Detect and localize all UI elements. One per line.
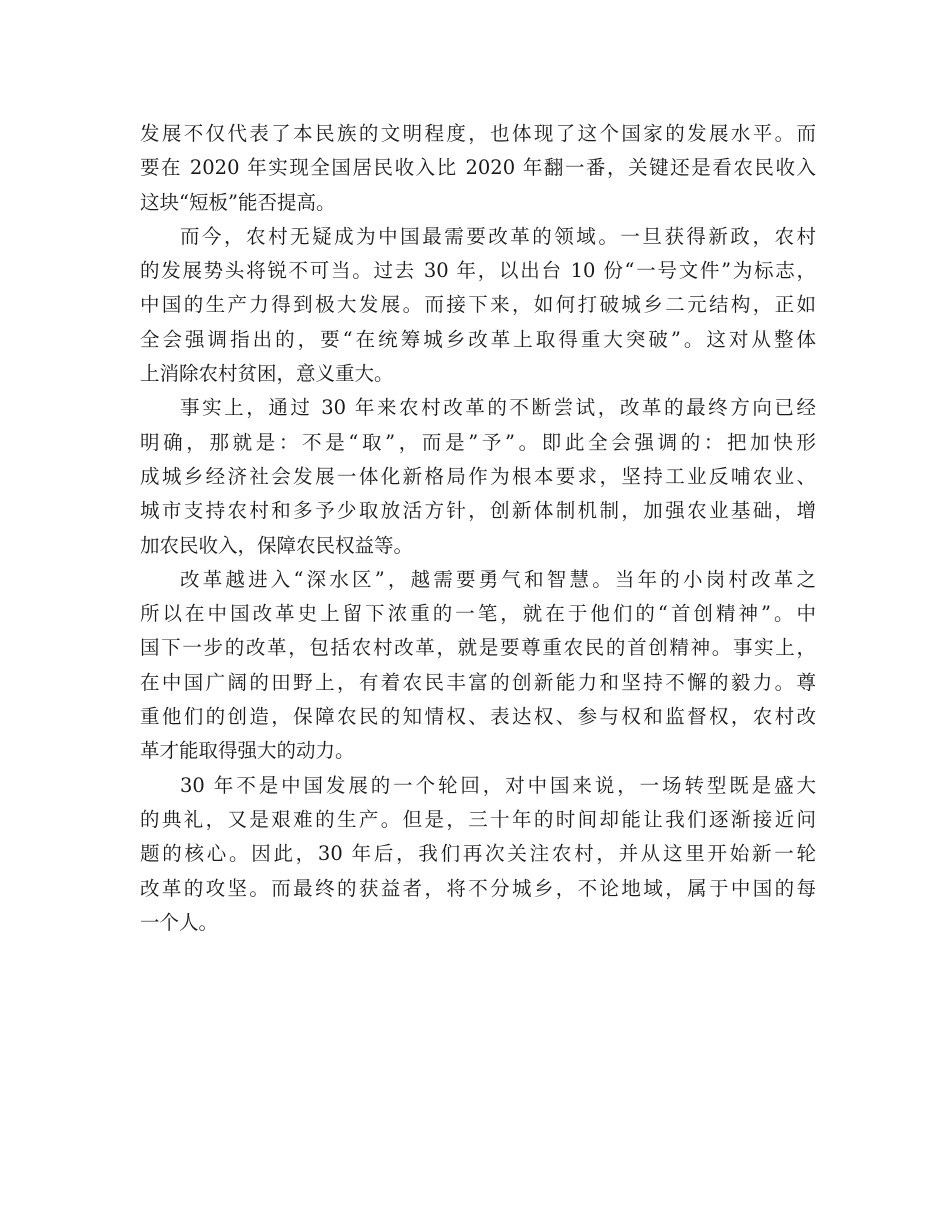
text-line: 题的核心。因此，30 年后，我们再次关注农村，并从这里开始新一轮 (140, 842, 816, 866)
text-line: 30 年不是中国发展的一个轮回，对中国来说，一场转型既是盛大 (180, 773, 816, 797)
text-line: 加农民收入，保障农民权益等。 (140, 533, 414, 557)
text-line: 革才能取得强大的动力。 (140, 739, 355, 763)
text-line: 一个人。 (140, 910, 219, 934)
text-line: 要在 2020 年实现全国居民收入比 2020 年翻一番，关键还是看农民收入 (140, 156, 816, 180)
text-line: 改革越进入“深水区”，越需要勇气和智慧。当年的小岗村改革之 (180, 567, 816, 591)
text-line: 的典礼，又是艰难的生产。但是，三十年的时间却能让我们逐渐接近问 (140, 807, 816, 831)
text-line: 而今，农村无疑成为中国最需要改革的领域。一旦获得新政，农村 (180, 224, 816, 248)
text-line: 国下一步的改革，包括农村改革，就是要尊重农民的首创精神。事实上， (140, 636, 816, 660)
text-line: 在中国广阔的田野上，有着农民丰富的创新能力和坚持不懈的毅力。尊 (140, 670, 816, 694)
text-line: 明确，那就是：不是“取”，而是”予”。即此全会强调的：把加快形 (140, 430, 816, 454)
text-line: 改革的攻坚。而最终的获益者，将不分城乡，不论地域，属于中国的每 (140, 876, 816, 900)
text-line: 全会强调指出的，要“在统筹城乡改革上取得重大突破”。这对从整体 (140, 327, 816, 351)
text-line: 成城乡经济社会发展一体化新格局作为根本要求，坚持工业反哺农业、 (140, 464, 816, 488)
text-line: 上消除农村贫困，意义重大。 (140, 362, 394, 386)
document-body (140, 117, 816, 940)
text-line: 发展不仅代表了本民族的文明程度，也体现了这个国家的发展水平。而 (140, 122, 816, 145)
text-line: 中国的生产力得到极大发展。而接下来，如何打破城乡二元结构，正如 (140, 293, 816, 317)
text-line: 这块“短板”能否提高。 (140, 190, 336, 214)
text-line: 的发展势头将锐不可当。过去 30 年，以出台 10 份“一号文件”为标志， (140, 259, 816, 283)
text-line: 重他们的创造，保障农民的知情权、表达权、参与权和监督权，农村改 (140, 705, 816, 729)
text-line: 城市支持农村和多予少取放活方针，创新体制机制，加强农业基础，增 (140, 499, 816, 523)
text-line: 所以在中国改革史上留下浓重的一笔，就在于他们的“首创精神”。中 (140, 602, 816, 626)
text-line: 事实上，通过 30 年来农村改革的不断尝试，改革的最终方向已经 (180, 396, 816, 420)
